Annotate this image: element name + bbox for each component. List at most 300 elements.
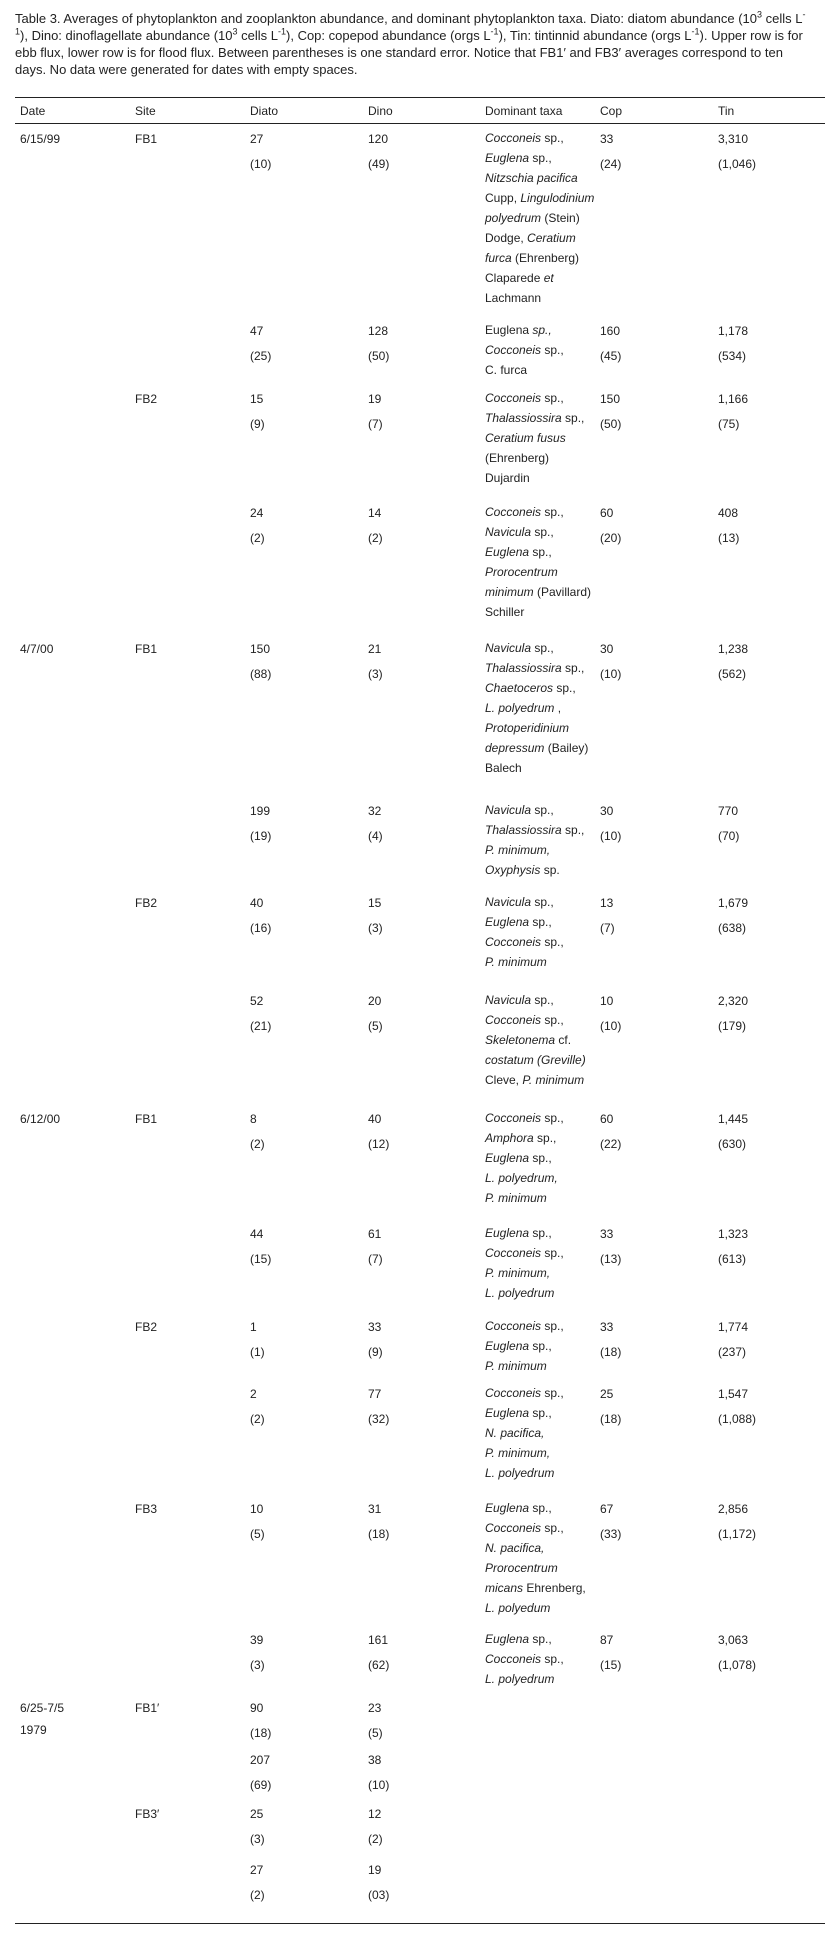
taxon-name: L. polyedrum: [485, 1466, 555, 1480]
dino-se: (03): [368, 1888, 390, 1902]
taxon-name: Cocconeis: [485, 131, 542, 145]
tin-value: 2,320: [718, 994, 749, 1008]
taxon-name: Prorocentrum: [485, 1561, 558, 1575]
dino-se: (12): [368, 1137, 390, 1151]
cop-se: (20): [600, 531, 622, 545]
column-header-date: Date: [20, 104, 46, 118]
taxon-text: sp.,: [531, 895, 554, 909]
taxon-text: sp.,: [529, 1339, 552, 1353]
diato-se: (2): [250, 1137, 265, 1151]
cop-se: (7): [600, 921, 615, 935]
tin-value: 1,178: [718, 324, 749, 338]
diato-se: (69): [250, 1778, 272, 1792]
cop-value: 33: [600, 1227, 614, 1241]
taxon-text: C. furca: [485, 363, 528, 377]
dominant-taxa-cell: [485, 990, 603, 1090]
cop-value: 60: [600, 506, 614, 520]
taxon-name: et: [543, 271, 554, 285]
taxon-name: Cocconeis: [485, 935, 542, 949]
tin-se: (562): [718, 667, 747, 681]
taxon-name: Cocconeis: [485, 1319, 542, 1333]
cop-se: (33): [600, 1527, 622, 1541]
taxa-line: [485, 502, 603, 522]
dino-se: (2): [368, 1832, 383, 1846]
tin-value: 408: [718, 506, 739, 520]
taxa-line: [485, 468, 603, 488]
taxon-text: sp.,: [529, 545, 552, 559]
taxon-text: Lachmann: [485, 291, 542, 305]
taxon-name: Cocconeis: [485, 1652, 542, 1666]
taxa-line: [485, 448, 603, 468]
taxon-name: Cocconeis: [485, 1246, 542, 1260]
cop-se: (50): [600, 417, 622, 431]
taxon-name: polyedrum: [485, 211, 542, 225]
dominant-taxa-cell: [485, 1629, 603, 1689]
dino-se: (9): [368, 1345, 383, 1359]
taxon-name: Prorocentrum: [485, 565, 558, 579]
dino-value: 38: [368, 1753, 382, 1767]
diato-value: 27: [250, 1863, 264, 1877]
taxa-line: [485, 1010, 603, 1030]
tin-value: 1,547: [718, 1387, 749, 1401]
taxa-line: [485, 562, 603, 582]
taxa-line: [485, 1538, 603, 1558]
dominant-taxa-cell: [485, 1383, 603, 1483]
taxon-text: sp.,: [561, 411, 585, 425]
diato-se: (18): [250, 1726, 272, 1740]
dino-value: 32: [368, 804, 382, 818]
taxon-name: Euglena: [485, 915, 530, 929]
taxon-name: P. minimum: [485, 1191, 547, 1205]
tin-se: (630): [718, 1137, 747, 1151]
taxa-line: [485, 208, 603, 228]
site-cell: FB1: [135, 642, 158, 656]
taxon-text: sp.,: [531, 803, 554, 817]
taxon-text: Ehrenberg,: [523, 1581, 586, 1595]
cop-se: (15): [600, 1658, 622, 1672]
tin-value: 3,310: [718, 132, 749, 146]
taxon-text: sp.,: [531, 641, 554, 655]
diato-value: 150: [250, 642, 271, 656]
dino-value: 21: [368, 642, 382, 656]
taxa-line: [485, 820, 603, 840]
diato-se: (1): [250, 1345, 265, 1359]
cop-value: 160: [600, 324, 621, 338]
taxon-name: Cocconeis: [485, 343, 542, 357]
taxon-name: Euglena: [485, 1339, 530, 1353]
taxon-name: Cocconeis: [485, 1111, 542, 1125]
taxon-text: sp.,: [529, 1632, 552, 1646]
column-header-diato: Diato: [250, 104, 279, 118]
dominant-taxa-cell: [485, 128, 603, 308]
diato-se: (9): [250, 417, 265, 431]
dino-value: 14: [368, 506, 382, 520]
taxa-line: [485, 758, 603, 778]
cop-value: 150: [600, 392, 621, 406]
taxon-text: Dodge,: [485, 231, 528, 245]
taxa-line: [485, 320, 603, 340]
taxon-text: sp.,: [541, 1521, 564, 1535]
taxa-line: [485, 522, 603, 542]
taxon-name: Thalassiossira: [485, 411, 562, 425]
tin-se: (70): [718, 829, 740, 843]
dominant-taxa-cell: [485, 1223, 603, 1303]
dino-se: (4): [368, 829, 383, 843]
dino-se: (7): [368, 1252, 383, 1266]
taxon-text: sp.,: [541, 343, 564, 357]
taxon-text: cf.: [555, 1033, 572, 1047]
taxon-name: Navicula: [485, 993, 532, 1007]
taxa-line: [485, 1128, 603, 1148]
dino-value: 161: [368, 1633, 389, 1647]
column-header-tin: Tin: [718, 104, 735, 118]
taxon-name: Navicula: [485, 803, 532, 817]
taxon-name: Thalassiossira: [485, 823, 562, 837]
cop-value: 67: [600, 1502, 614, 1516]
diato-value: 25: [250, 1807, 264, 1821]
taxon-text: Euglena: [485, 323, 533, 337]
cop-value: 87: [600, 1633, 614, 1647]
taxon-text: sp.,: [529, 1151, 552, 1165]
site-cell: FB2: [135, 896, 158, 910]
taxon-name: Euglena: [485, 1501, 530, 1515]
diato-value: 47: [250, 324, 264, 338]
dino-value: 19: [368, 392, 382, 406]
taxon-name: Cocconeis: [485, 1386, 542, 1400]
taxon-name: Ceratium: [527, 231, 576, 245]
taxon-name: L. polyedrum: [485, 1286, 555, 1300]
tin-se: (1,078): [718, 1658, 757, 1672]
taxon-text: sp.,: [541, 391, 564, 405]
taxon-text: sp.,: [541, 131, 564, 145]
dominant-taxa-cell: [485, 1316, 603, 1376]
taxon-text: sp.,: [533, 1131, 557, 1145]
taxon-name: Navicula: [485, 895, 532, 909]
taxon-name: minimum: [485, 585, 534, 599]
column-header-dino: Dino: [368, 104, 393, 118]
dino-se: (2): [368, 531, 383, 545]
dominant-taxa-cell: [485, 638, 603, 778]
table-top-rule: [15, 97, 825, 98]
taxa-line: [485, 952, 603, 972]
taxon-text: (Bailey): [544, 741, 589, 755]
dominant-taxa-cell: [485, 502, 603, 622]
cop-value: 60: [600, 1112, 614, 1126]
taxa-line: [485, 1168, 603, 1188]
taxon-text: sp.,: [541, 935, 564, 949]
taxa-line: [485, 698, 603, 718]
taxon-name: Cocconeis: [485, 391, 542, 405]
diato-value: 2: [250, 1387, 257, 1401]
diato-se: (21): [250, 1019, 272, 1033]
taxon-name: L. polyedrum: [485, 1672, 555, 1686]
taxa-line: [485, 932, 603, 952]
taxa-line: [485, 542, 603, 562]
table-header-rule: [15, 123, 825, 124]
taxon-name: Chaetoceros: [485, 681, 554, 695]
cop-se: (45): [600, 349, 622, 363]
site-cell: FB1: [135, 1112, 158, 1126]
taxa-line: [485, 1578, 603, 1598]
dominant-taxa-cell: [485, 892, 603, 972]
tin-se: (13): [718, 531, 740, 545]
taxon-name: N. pacifica,: [485, 1541, 545, 1555]
taxa-line: [485, 1148, 603, 1168]
taxa-line: [485, 388, 603, 408]
tin-value: 1,774: [718, 1320, 749, 1334]
taxon-text: (Pavillard): [533, 585, 592, 599]
diato-value: 90: [250, 1701, 264, 1715]
site-cell: FB3: [135, 1502, 158, 1516]
diato-value: 24: [250, 506, 264, 520]
tin-se: (1,088): [718, 1412, 757, 1426]
tin-value: 2,856: [718, 1502, 749, 1516]
dino-se: (7): [368, 417, 383, 431]
dino-value: 40: [368, 1112, 382, 1126]
taxon-name: Euglena: [485, 545, 530, 559]
taxa-line: [485, 1030, 603, 1050]
diato-value: 199: [250, 804, 271, 818]
taxa-line: [485, 912, 603, 932]
taxon-name: P. minimum: [485, 955, 547, 969]
cop-value: 33: [600, 132, 614, 146]
taxon-name: L. polyedum: [485, 1601, 551, 1615]
taxon-text: sp.,: [531, 525, 554, 539]
taxa-line: [485, 1188, 603, 1208]
tin-se: (1,172): [718, 1527, 757, 1541]
cop-value: 30: [600, 804, 614, 818]
taxa-line: [485, 1423, 603, 1443]
taxon-text: sp.,: [529, 1501, 552, 1515]
dominant-taxa-cell: [485, 1108, 603, 1208]
taxa-line: [485, 738, 603, 758]
taxon-name: Protoperidinium: [485, 721, 570, 735]
dino-se: (18): [368, 1527, 390, 1541]
tin-se: (534): [718, 349, 747, 363]
date-cell: 4/7/00: [20, 642, 54, 656]
taxon-text: sp.,: [553, 681, 576, 695]
tin-se: (237): [718, 1345, 747, 1359]
diato-se: (19): [250, 829, 272, 843]
diato-se: (2): [250, 1412, 265, 1426]
dino-se: (5): [368, 1726, 383, 1740]
diato-se: (3): [250, 1832, 265, 1846]
taxon-name: Amphora: [485, 1131, 534, 1145]
taxon-name: depressum: [485, 741, 545, 755]
diato-value: 1: [250, 1320, 257, 1334]
taxon-text: sp.,: [541, 1319, 564, 1333]
taxa-line: [485, 1283, 603, 1303]
taxon-name: P. minimum,: [485, 843, 551, 857]
dino-value: 120: [368, 132, 389, 146]
dino-value: 23: [368, 1701, 382, 1715]
cop-se: (18): [600, 1345, 622, 1359]
taxa-line: [485, 1070, 603, 1090]
diato-se: (88): [250, 667, 272, 681]
taxon-name: Skeletonema: [485, 1033, 556, 1047]
table-bottom-rule: [15, 1923, 825, 1924]
taxa-line: [485, 428, 603, 448]
tin-se: (638): [718, 921, 747, 935]
taxa-line: [485, 1050, 603, 1070]
taxon-name: Euglena: [485, 1151, 530, 1165]
taxa-line: [485, 268, 603, 288]
dino-se: (3): [368, 667, 383, 681]
taxon-name: Navicula: [485, 525, 532, 539]
taxa-line: [485, 408, 603, 428]
diato-value: 8: [250, 1112, 257, 1126]
diato-value: 207: [250, 1753, 271, 1767]
taxon-text: sp.,: [529, 151, 552, 165]
dino-value: 33: [368, 1320, 382, 1334]
taxon-name: P. minimum,: [485, 1266, 551, 1280]
taxa-line: [485, 1108, 603, 1128]
taxa-line: [485, 248, 603, 268]
diato-se: (16): [250, 921, 272, 935]
taxon-name: Nitzschia pacifica: [485, 171, 578, 185]
diato-se: (25): [250, 349, 272, 363]
taxon-name: N. pacifica,: [485, 1426, 545, 1440]
taxa-line: [485, 860, 603, 880]
diato-se: (10): [250, 157, 272, 171]
taxa-line: [485, 168, 603, 188]
cop-se: (24): [600, 157, 622, 171]
taxon-name: Cocconeis: [485, 1521, 542, 1535]
site-cell: FB1′: [135, 1701, 160, 1715]
taxon-name: Euglena: [485, 1406, 530, 1420]
cop-se: (10): [600, 829, 622, 843]
taxon-text: Balech: [485, 761, 522, 775]
dino-value: 12: [368, 1807, 382, 1821]
column-header-cop: Cop: [600, 104, 623, 118]
taxon-name: Oxyphysis: [485, 863, 541, 877]
date-cell: 6/25-7/5: [20, 1701, 65, 1715]
date-cell: 1979: [20, 1723, 47, 1737]
column-header-site: Site: [135, 104, 156, 118]
cop-value: 13: [600, 896, 614, 910]
tin-value: 1,445: [718, 1112, 749, 1126]
dino-se: (32): [368, 1412, 390, 1426]
taxa-line: [485, 1443, 603, 1463]
diato-value: 52: [250, 994, 264, 1008]
taxon-text: sp.,: [541, 1246, 564, 1260]
taxa-line: [485, 638, 603, 658]
dino-value: 19: [368, 1863, 382, 1877]
dominant-taxa-cell: [485, 388, 603, 488]
dino-value: 31: [368, 1502, 382, 1516]
taxa-line: [485, 1243, 603, 1263]
dino-se: (3): [368, 921, 383, 935]
diato-se: (15): [250, 1252, 272, 1266]
diato-value: 15: [250, 392, 264, 406]
taxa-line: [485, 678, 603, 698]
dominant-taxa-cell: [485, 1498, 603, 1618]
cop-se: (13): [600, 1252, 622, 1266]
column-header-dominant-taxa: Dominant taxa: [485, 104, 563, 118]
diato-value: 44: [250, 1227, 264, 1241]
diato-se: (5): [250, 1527, 265, 1541]
tin-se: (613): [718, 1252, 747, 1266]
tin-value: 1,323: [718, 1227, 749, 1241]
taxon-text: ,: [554, 701, 562, 715]
taxon-name: costatum (Greville): [485, 1053, 586, 1067]
dino-value: 20: [368, 994, 382, 1008]
taxa-line: [485, 128, 603, 148]
taxa-line: [485, 602, 603, 622]
taxon-text: (Ehrenberg): [485, 451, 550, 465]
taxa-line: [485, 1669, 603, 1689]
dominant-taxa-cell: [485, 320, 603, 380]
taxon-text: sp.,: [561, 823, 585, 837]
taxa-line: [485, 582, 603, 602]
tin-value: 1,238: [718, 642, 749, 656]
taxon-name: furca: [485, 251, 512, 265]
cop-se: (18): [600, 1412, 622, 1426]
taxa-line: [485, 340, 603, 360]
taxa-line: [485, 1518, 603, 1538]
taxon-name: Euglena: [485, 1632, 530, 1646]
taxon-text: sp.,: [541, 1111, 564, 1125]
diato-value: 39: [250, 1633, 264, 1647]
taxon-text: (Ehrenberg): [511, 251, 580, 265]
taxa-line: [485, 188, 603, 208]
date-cell: 6/12/00: [20, 1112, 61, 1126]
taxa-line: [485, 1649, 603, 1669]
taxa-line: [485, 658, 603, 678]
tin-se: (1,046): [718, 157, 757, 171]
tin-value: 1,679: [718, 896, 749, 910]
dominant-taxa-cell: [485, 800, 603, 880]
taxon-text: sp.,: [541, 1386, 564, 1400]
taxa-line: [485, 1558, 603, 1578]
taxon-name: L. polyedrum,: [485, 1171, 558, 1185]
taxon-text: Dujardin: [485, 471, 530, 485]
taxa-line: [485, 1598, 603, 1618]
cop-se: (10): [600, 667, 622, 681]
date-cell: 6/15/99: [20, 132, 61, 146]
taxon-text: sp.,: [529, 915, 552, 929]
dino-se: (50): [368, 349, 390, 363]
taxa-line: [485, 1263, 603, 1283]
taxa-line: [485, 718, 603, 738]
taxon-name: Cocconeis: [485, 1013, 542, 1027]
taxon-text: sp.,: [541, 505, 564, 519]
taxon-text: sp.,: [531, 993, 554, 1007]
taxa-line: [485, 1463, 603, 1483]
taxa-line: [485, 228, 603, 248]
dino-se: (49): [368, 157, 390, 171]
taxon-text: sp.,: [541, 1652, 564, 1666]
cop-se: (10): [600, 1019, 622, 1033]
cop-value: 10: [600, 994, 614, 1008]
taxa-line: [485, 1356, 603, 1376]
taxa-line: [485, 360, 603, 380]
taxa-line: [485, 840, 603, 860]
taxon-name: Ceratium fusus: [485, 431, 566, 445]
dino-value: 15: [368, 896, 382, 910]
taxon-text: (Stein): [541, 211, 580, 225]
diato-se: (2): [250, 1888, 265, 1902]
dino-se: (5): [368, 1019, 383, 1033]
tin-value: 3,063: [718, 1633, 749, 1647]
diato-se: (3): [250, 1658, 265, 1672]
taxa-line: [485, 1383, 603, 1403]
taxa-line: [485, 1316, 603, 1336]
dino-se: (62): [368, 1658, 390, 1672]
taxa-line: [485, 800, 603, 820]
tin-se: (75): [718, 417, 740, 431]
taxa-line: [485, 288, 603, 308]
